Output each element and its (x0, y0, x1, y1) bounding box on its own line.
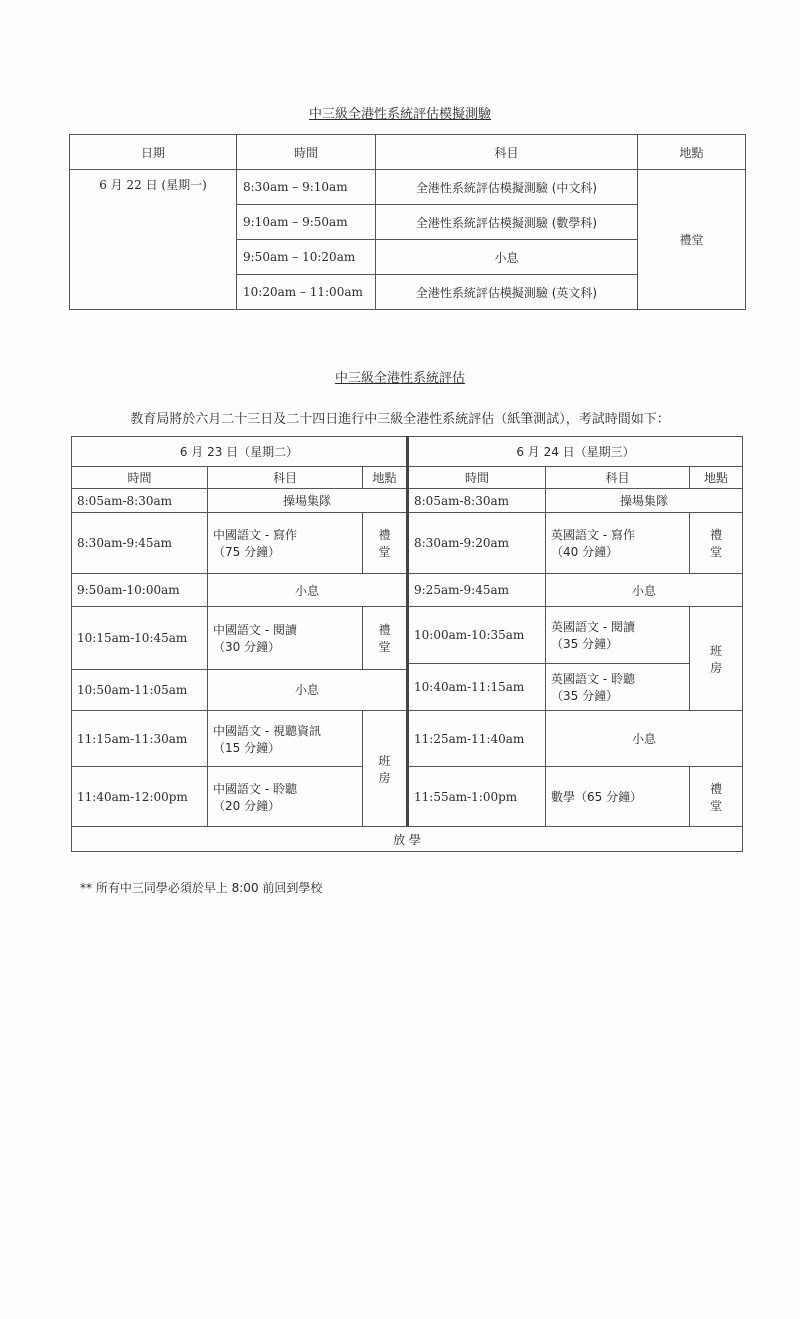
time-cell (408, 607, 546, 711)
time-cell: 11:25am-11:40am (408, 711, 546, 767)
subject-cell (546, 513, 690, 574)
tsa-title: 中三級全港性系統評估 (334, 371, 465, 386)
time-cell: 8:30am-9:20am (408, 513, 546, 574)
mock-exam-table (69, 134, 746, 310)
exam-date: 6 月 22 日 (星期一) (70, 170, 237, 310)
time-cell: 10:20am – 11:00am (237, 275, 376, 310)
header-subject: 科目 (376, 135, 638, 170)
subject-cell: 操場集隊 (208, 489, 408, 513)
time-line: 10:40am-11:15am (414, 680, 525, 694)
tsa-intro: 教育局將於六月二十三日及二十四日進行中三級全港性系統評估（紙筆測試），考試時間如下： (130, 412, 670, 427)
venue-cell: 禮堂 (638, 170, 746, 310)
time-cell: 9:25am-9:45am (408, 574, 546, 607)
venue-cell: 班 房 (690, 607, 743, 711)
duration-line: （35 分鐘） (551, 689, 619, 703)
subject-cell: 小息 (376, 240, 638, 275)
time-cell: 8:30am – 9:10am (237, 170, 376, 205)
header-date: 日期 (70, 135, 237, 170)
venue-cell: 禮 堂 (690, 513, 743, 574)
subject-line: 中國語文 - 聆聽 (213, 781, 297, 796)
header-subject: 科目 (208, 467, 363, 489)
duration-line: （35 分鐘） (551, 637, 619, 651)
header-time: 時間 (72, 467, 208, 489)
time-cell: 8:05am-8:30am (408, 489, 546, 513)
footnote: ** 所有中三同學必須於早上 8:00 前回到學校 (80, 881, 323, 895)
mock-exam-title: 中三級全港性系統評估模擬測驗 (308, 107, 491, 122)
subject-cell: 操場集隊 (546, 489, 743, 513)
subject-cell: 全港性系統評估模擬測驗 (中文科) (376, 170, 638, 205)
time-cell: 8:05am-8:30am (72, 489, 208, 513)
tsa-table (71, 436, 743, 852)
subject-cell: 全港性系統評估模擬測驗 (英文科) (376, 275, 638, 310)
subject-line: 中國語文 - 寫作 (213, 528, 297, 542)
subject-cell: 小息 (546, 711, 743, 767)
dismissal-row: 放 學 (72, 827, 743, 852)
day1-header: 6 月 23 日（星期二） (72, 437, 408, 467)
header-venue: 地點 (690, 467, 743, 489)
subject-line: 英國語文 - 閱讀 (551, 620, 635, 634)
duration-line: （20 分鐘） (213, 798, 281, 813)
subject-line: 英國語文 - 寫作 (551, 528, 635, 542)
venue-cell: 禮 堂 (363, 513, 408, 574)
venue-cell: 禮 堂 (690, 767, 743, 827)
header-venue: 地點 (638, 135, 746, 170)
subject-line: 英國語文 - 聆聽 (551, 672, 635, 686)
time-cell: 9:50am – 10:20am (237, 240, 376, 275)
duration-line: （40 分鐘） (551, 545, 619, 559)
subject-cell: 小息 (208, 574, 408, 607)
header-venue: 地點 (363, 467, 408, 489)
header-time: 時間 (237, 135, 376, 170)
header-time: 時間 (408, 467, 546, 489)
subject-cell (208, 607, 363, 670)
duration-line: （30 分鐘） (213, 639, 281, 654)
venue-cell: 班 房 (363, 711, 408, 827)
subject-line: 中國語文 - 閱讀 (213, 622, 297, 637)
venue-cell: 禮 堂 (363, 607, 408, 670)
subject-cell: 數學（65 分鐘） (546, 767, 690, 827)
time-cell: 8:30am-9:45am (72, 513, 208, 574)
subject-cell: 小息 (546, 574, 743, 607)
subject-cell: 全港性系統評估模擬測驗 (數學科) (376, 205, 638, 240)
duration-line: （75 分鐘） (213, 545, 281, 559)
subject-line: 中國語文 - 視聽資訊 (213, 723, 321, 738)
time-line: 10:00am-10:35am (409, 607, 545, 664)
subject-cell: 小息 (208, 669, 408, 710)
subject-cell (208, 513, 363, 574)
time-cell: 10:50am-11:05am (72, 669, 208, 710)
time-cell: 9:50am-10:00am (72, 574, 208, 607)
day2-header: 6 月 24 日（星期三） (408, 437, 743, 467)
header-subject: 科目 (546, 467, 690, 489)
time-cell: 11:15am-11:30am (72, 711, 208, 767)
time-cell: 11:55am-1:00pm (408, 767, 546, 827)
time-cell: 9:10am – 9:50am (237, 205, 376, 240)
duration-line: （15 分鐘） (213, 740, 281, 755)
subject-cell (208, 711, 363, 767)
time-cell: 10:15am-10:45am (72, 607, 208, 670)
subject-cell (546, 607, 690, 711)
subject-cell (208, 767, 363, 827)
time-cell: 11:40am-12:00pm (72, 767, 208, 827)
